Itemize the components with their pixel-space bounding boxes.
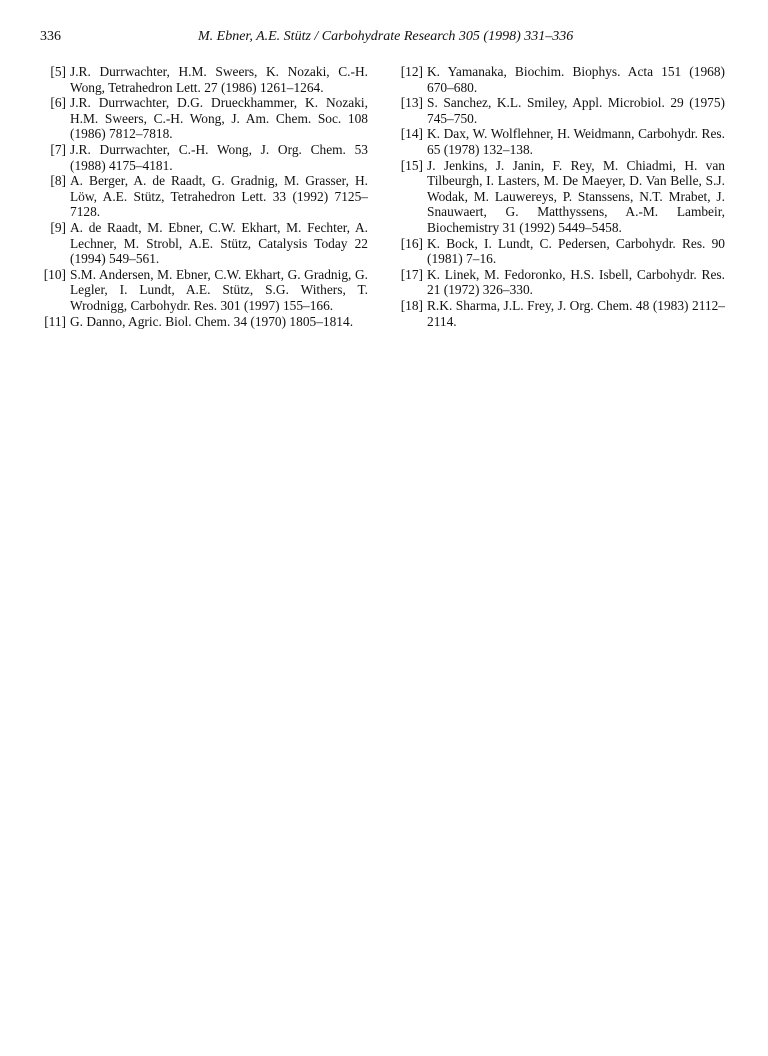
reference-item [38,95,368,142]
reference-item [395,64,725,95]
reference-item [395,95,725,126]
page-number: 336 [40,29,61,44]
reference-text: J.R. Durrwachter, D.G. Drueckhammer, K. Nozaki, H.M. Sweers, C.-H. Wong, J. Am. Chem. Soc. 108 (1986) 7812–7818. [70,95,368,142]
reference-item [395,267,725,298]
reference-text: R.K. Sharma, J.L. Frey, J. Org. Chem. 48 (1983) 2112–2114. [427,297,725,329]
reference-number: [10] [43,266,66,282]
reference-text: S.M. Andersen, M. Ebner, C.W. Ekhart, G. Gradnig, G. Legler, I. Lundt, A.E. Stütz, S.G. Withers, T. Wrodnigg, Carbohydr. Res. 301 (1997) 155–166. [70,266,368,313]
reference-number: [11] [44,313,66,329]
reference-number: [13] [400,95,423,111]
reference-number: [9] [50,219,66,235]
reference-number: [14] [400,126,423,142]
reference-item [38,142,368,173]
reference-text: G. Danno, Agric. Biol. Chem. 34 (1970) 1805–1814. [70,313,354,329]
references-right-column [395,64,725,329]
page-header [40,29,740,49]
reference-number: [8] [50,173,66,189]
reference-number: [16] [400,235,423,251]
reference-text: J. Jenkins, J. Janin, F. Rey, M. Chiadmi, H. van Tilbeurgh, I. Lasters, M. De Maeyer, D. Van Belle, S.J. Wodak, M. Lauwereys, P. Stanssens, N.T. Mrabet, J. Snauwaert, G. Matthyssens, A.-M. Lambeir, Biochemistry 31 (1992) 5449–5458. [427,157,725,235]
reference-number: [15] [400,157,423,173]
reference-number: [5] [50,64,66,79]
reference-item [395,298,725,329]
reference-item [38,220,368,267]
references-left-column [38,64,368,329]
reference-item [395,126,725,157]
reference-number: [17] [400,266,423,282]
reference-item [395,158,725,236]
reference-text: A. de Raadt, M. Ebner, C.W. Ekhart, M. Fechter, A. Lechner, M. Strobl, A.E. Stütz, Catalysis Today 22 (1994) 549–561. [70,219,368,267]
reference-text: K. Bock, I. Lundt, C. Pedersen, Carbohydr. Res. 90 (1981) 7–16. [427,235,725,267]
reference-item [395,236,725,267]
reference-item [38,64,368,95]
reference-text: K. Linek, M. Fedoronko, H.S. Isbell, Carbohydr. Res. 21 (1972) 326–330. [427,266,725,298]
reference-text: K. Yamanaka, Biochim. Biophys. Acta 151 (1968) 670–680. [427,64,725,95]
reference-text: J.R. Durrwachter, C.-H. Wong, J. Org. Chem. 53 (1988) 4175–4181. [70,141,368,173]
reference-text: K. Dax, W. Wolflehner, H. Weidmann, Carbohydr. Res. 65 (1978) 132–138. [427,126,725,157]
reference-text: A. Berger, A. de Raadt, G. Gradnig, M. Grasser, H. Löw, A.E. Stütz, Tetrahedron Lett. 33 (1992) 7125–7128. [70,173,368,220]
reference-item [38,173,368,220]
reference-number: [6] [50,95,66,111]
reference-text: S. Sanchez, K.L. Smiley, Appl. Microbiol. 29 (1975) 745–750. [427,95,725,126]
running-title: M. Ebner, A.E. Stütz / Carbohydrate Research 305 (1998) 331–336 [198,29,574,44]
reference-number: [18] [400,297,423,313]
reference-item [38,267,368,314]
reference-text: J.R. Durrwachter, H.M. Sweers, K. Nozaki, C.-H. Wong, Tetrahedron Lett. 27 (1986) 1261–1264. [70,64,368,95]
reference-number: [7] [50,141,66,157]
reference-number: [12] [400,64,423,79]
reference-item [38,314,368,330]
